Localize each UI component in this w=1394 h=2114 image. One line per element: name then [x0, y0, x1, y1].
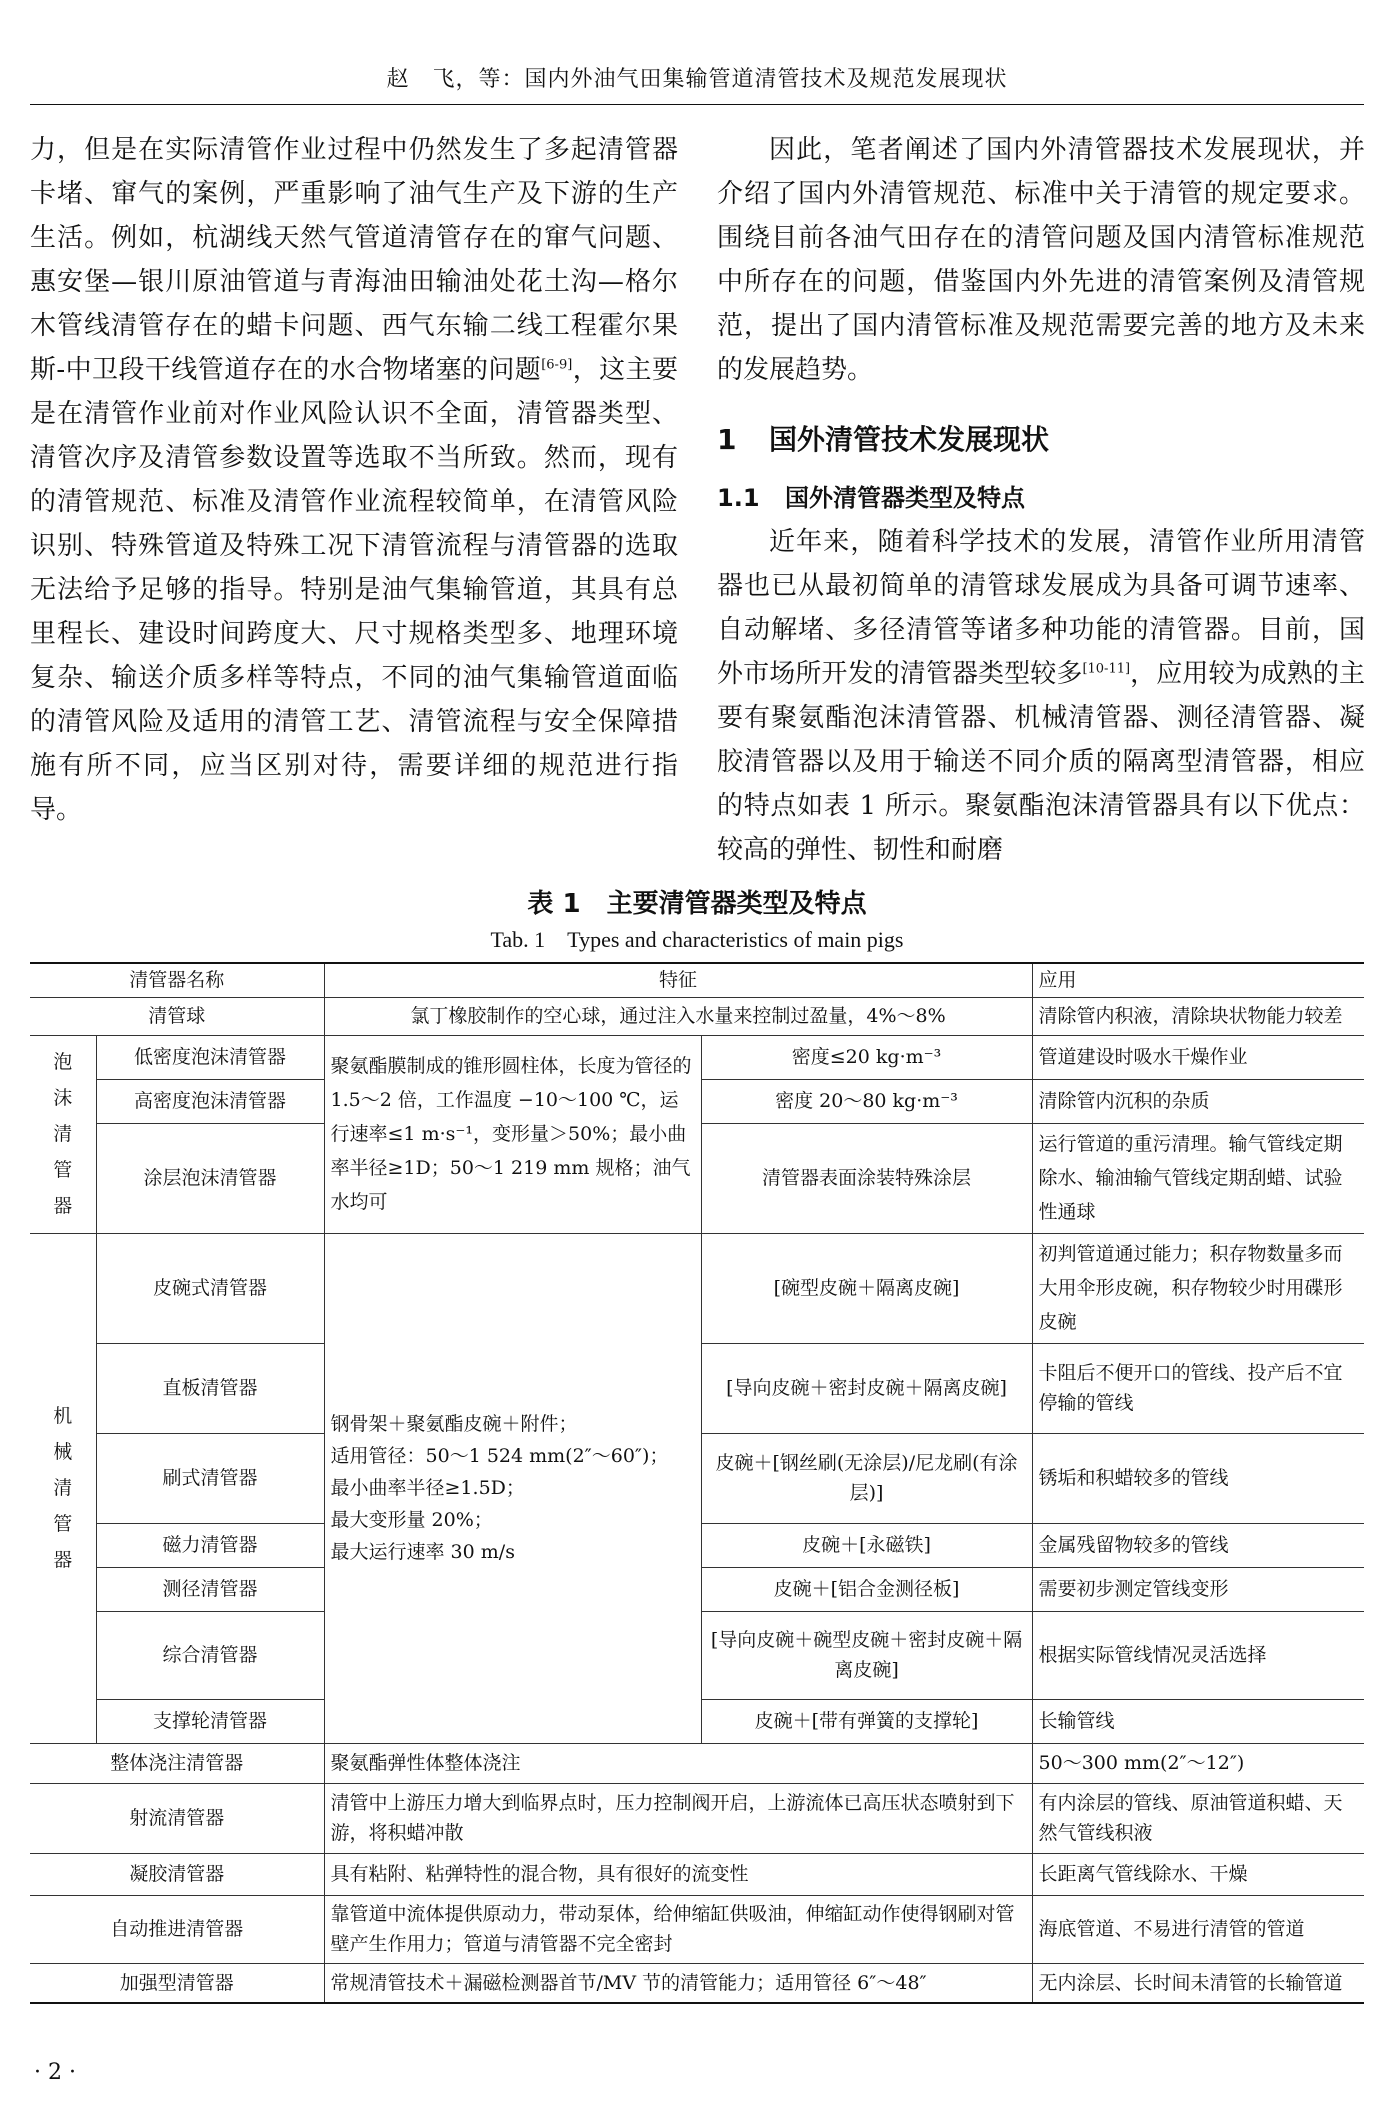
pig-name-cell: 涂层泡沫清管器	[96, 1123, 324, 1233]
application-cell: 运行管道的重污清理。输气管线定期除水、输油输气管线定期刮蜡、试验性通球	[1032, 1123, 1364, 1233]
feature-cell: 清管器表面涂装特殊涂层	[701, 1123, 1032, 1233]
header-cell-name: 清管器名称	[30, 963, 324, 997]
feature-cell: 聚氨酯弹性体整体浇注	[324, 1743, 1032, 1783]
group-char: 械	[53, 1441, 73, 1463]
section-title: 国外清管技术发展现状	[769, 423, 1050, 456]
paragraph-text: 力，但是在实际清管作业过程中仍然发生了多起清管器卡堵、窜气的案例，严重影响了油气生产及下游的生产生活。例如，杭湖线天然气管道清管存在的窜气问题、惠安堡—银川原油管道与青海油田输油处花土沟—格尔木管线清管存在的蜡卡问题、西气东输二线工程霍尔果斯-中卫段干线管道存在的水合物堵塞的问题	[30, 135, 678, 385]
feature-cell: 皮碗＋[带有弹簧的支撑轮]	[701, 1699, 1032, 1743]
feature-line: 最小曲率半径≥1.5D；	[330, 1477, 525, 1499]
table-title-en: Tab. 1 Types and characteristics of main pigs	[490, 927, 904, 952]
pig-name-cell: 整体浇注清管器	[30, 1743, 324, 1783]
group-label-foam	[30, 1035, 96, 1233]
table-row	[30, 1895, 1364, 1963]
paragraph-text-cont: ，这主要是在清管作业前对作业风险认识不全面，清管器类型、清管次序及清管参数设置等选取不当所致。然而，现有的清管规范、标准及清管作业流程较简单，在清管风险识别、特殊管道及特殊工况下清管流程与清管器的选取无法给予足够的指导。特别是油气集输管道，其具有总里程长、建设时间跨度大、尺寸规格类型多、地理环境复杂、输送介质多样等特点，不同的油气集输管道面临的清管风险及适用的清管工艺、清管流程与安全保障措施有所不同，应当区别对待，需要详细的规范进行指导。	[30, 355, 678, 825]
feature-cell: 氯丁橡胶制作的空心球，通过注入水量来控制过盈量，4%～8%	[324, 997, 1032, 1035]
right-paragraph-1: 因此，笔者阐述了国内外清管器技术发展现状，并介绍了国内外清管规范、标准中关于清管的规定要求。围绕目前各油气田存在的清管问题及国内清管标准规范中所存在的问题，借鉴国内外先进的清管案例及清管规范，提出了国内清管标准及规范需要完善的地方及未来的发展趋势。	[717, 135, 1365, 385]
page-number: · 2 ·	[34, 2060, 76, 2085]
group-char: 管	[53, 1159, 73, 1181]
application-cell: 有内涂层的管线、原油管道积蜡、天然气管线积液	[1032, 1783, 1364, 1853]
table-row	[30, 1963, 1364, 2003]
group-char: 器	[53, 1549, 73, 1571]
group-label-mechanical	[30, 1233, 96, 1743]
feature-cell: 密度≤20 kg·m⁻³	[701, 1035, 1032, 1079]
table-row	[30, 1233, 1364, 1343]
feature-cell: 皮碗＋[永磁铁]	[701, 1523, 1032, 1567]
pig-name-cell: 皮碗式清管器	[96, 1233, 324, 1343]
header-rule	[30, 104, 1364, 105]
mechanical-common-feature-cell	[324, 1233, 701, 1743]
group-char: 泡	[53, 1051, 73, 1073]
group-char: 器	[53, 1195, 73, 1217]
pig-name-cell: 射流清管器	[30, 1783, 324, 1853]
application-cell: 管道建设时吸水干燥作业	[1032, 1035, 1364, 1079]
table-row	[30, 1783, 1364, 1853]
left-column	[30, 128, 678, 832]
feature-cell: 密度 20～80 kg·m⁻³	[701, 1079, 1032, 1123]
pig-name-cell: 高密度泡沫清管器	[96, 1079, 324, 1123]
pig-name-cell: 加强型清管器	[30, 1963, 324, 2003]
subsection-title: 国外清管器类型及特点	[785, 484, 1025, 512]
group-char: 机	[53, 1405, 73, 1427]
section-number: 1	[717, 423, 737, 456]
pig-name-cell: 凝胶清管器	[30, 1853, 324, 1895]
application-cell: 需要初步测定管线变形	[1032, 1567, 1364, 1611]
subsection-heading	[717, 476, 1365, 520]
table-header-row	[30, 963, 1364, 997]
foam-common-feature-cell: 聚氨酯膜制成的锥形圆柱体，长度为管径的 1.5～2 倍，工作温度 −10～100 ℃，运行速率≤1 m·s⁻¹，变形量＞50%；最小曲率半径≥1D；50～1 219 mm 规格；油气水均可	[324, 1035, 701, 1233]
application-cell: 初判管道通过能力；积存物数量多而大用伞形皮碗，积存物较少时用碟形皮碗	[1032, 1233, 1364, 1343]
table-row	[30, 1743, 1364, 1783]
application-cell: 无内涂层、长时间未清管的长输管道	[1032, 1963, 1364, 2003]
feature-cell: 皮碗＋[铝合金测径板]	[701, 1567, 1032, 1611]
group-char: 管	[53, 1513, 73, 1535]
running-header: 赵 飞，等：国内外油气田集输管道清管技术及规范发展现状	[386, 67, 1008, 92]
application-cell: 清除管内沉积的杂质	[1032, 1079, 1364, 1123]
pig-name-cell: 综合清管器	[96, 1611, 324, 1699]
feature-line: 最大运行速率 30 m/s	[330, 1541, 515, 1563]
table-row	[30, 1035, 1364, 1079]
pig-name-cell: 支撑轮清管器	[96, 1699, 324, 1743]
table-row	[30, 1853, 1364, 1895]
application-cell: 长输管线	[1032, 1699, 1364, 1743]
feature-cell: 具有粘附、粘弹特性的混合物，具有很好的流变性	[324, 1853, 1032, 1895]
table-title: 表 1 主要清管器类型及特点	[527, 889, 867, 919]
feature-cell: [导向皮碗＋碗型皮碗＋密封皮碗＋隔离皮碗]	[701, 1611, 1032, 1699]
pig-name-cell: 清管球	[30, 997, 324, 1035]
pig-name-cell: 磁力清管器	[96, 1523, 324, 1567]
pig-name-cell: 测径清管器	[96, 1567, 324, 1611]
application-cell: 金属残留物较多的管线	[1032, 1523, 1364, 1567]
header-cell-feature: 特征	[324, 963, 1032, 997]
feature-cell: 常规清管技术＋漏磁检测器首节/MV 节的清管能力；适用管径 6″～48″	[324, 1963, 1032, 2003]
paragraph-text-cont: ，应用较为成熟的主要有聚氨酯泡沫清管器、机械清管器、测径清管器、凝胶清管器以及用于输送不同介质的隔离型清管器，相应的特点如表 1 所示。聚氨酯泡沫清管器具有以下优点：较高的弹性、韧性和耐磨	[717, 659, 1365, 865]
paragraph-text: 近年来，随着科学技术的发展，清管作业所用清管器也已从最初简单的清管球发展成为具备可调节速率、自动解堵、多径清管等诸多种功能的清管器。目前，国外市场所开发的清管器类型较多	[717, 527, 1365, 689]
group-char: 沫	[53, 1087, 73, 1109]
application-cell: 卡阻后不便开口的管线、投产后不宜停输的管线	[1032, 1343, 1364, 1433]
pig-name-cell: 直板清管器	[96, 1343, 324, 1433]
pig-name-cell: 自动推进清管器	[30, 1895, 324, 1963]
feature-cell: 清管中上游压力增大到临界点时，压力控制阀开启，上游流体已高压状态喷射到下游，将积蜡冲散	[324, 1783, 1032, 1853]
feature-cell: [导向皮碗＋密封皮碗＋隔离皮碗]	[701, 1343, 1032, 1433]
section-heading	[717, 418, 1365, 462]
header-cell-application: 应用	[1032, 963, 1364, 997]
pig-name-cell: 低密度泡沫清管器	[96, 1035, 324, 1079]
feature-cell: 靠管道中流体提供原动力，带动泵体，给伸缩缸供吸油，伸缩缸动作使得钢刷对管壁产生作用力；管道与清管器不完全密封	[324, 1895, 1032, 1963]
application-cell: 长距离气管线除水、干燥	[1032, 1853, 1364, 1895]
feature-line: 适用管径：50～1 524 mm(2″～60″)；	[330, 1445, 669, 1467]
pig-types-table	[30, 962, 1364, 2004]
citation: [10-11]	[1082, 661, 1131, 677]
application-cell: 50～300 mm(2″～12″)	[1032, 1743, 1364, 1783]
application-cell: 海底管道、不易进行清管的管道	[1032, 1895, 1364, 1963]
application-cell: 根据实际管线情况灵活选择	[1032, 1611, 1364, 1699]
subsection-number: 1.1	[717, 484, 760, 512]
feature-line: 钢骨架＋聚氨酯皮碗＋附件；	[330, 1413, 578, 1435]
feature-cell: [碗型皮碗＋隔离皮碗]	[701, 1233, 1032, 1343]
feature-cell: 皮碗＋[钢丝刷(无涂层)/尼龙刷(有涂层)]	[701, 1433, 1032, 1523]
group-char: 清	[53, 1477, 73, 1499]
right-paragraph-2	[717, 520, 1365, 872]
feature-line: 最大变形量 20%；	[330, 1509, 493, 1531]
table-row	[30, 997, 1364, 1035]
application-cell: 清除管内积液，清除块状物能力较差	[1032, 997, 1364, 1035]
right-column	[717, 128, 1365, 872]
application-cell: 锈垢和积蜡较多的管线	[1032, 1433, 1364, 1523]
left-paragraph	[30, 128, 678, 832]
pig-name-cell: 刷式清管器	[96, 1433, 324, 1523]
group-char: 清	[53, 1123, 73, 1145]
citation: [6-9]	[541, 357, 573, 373]
